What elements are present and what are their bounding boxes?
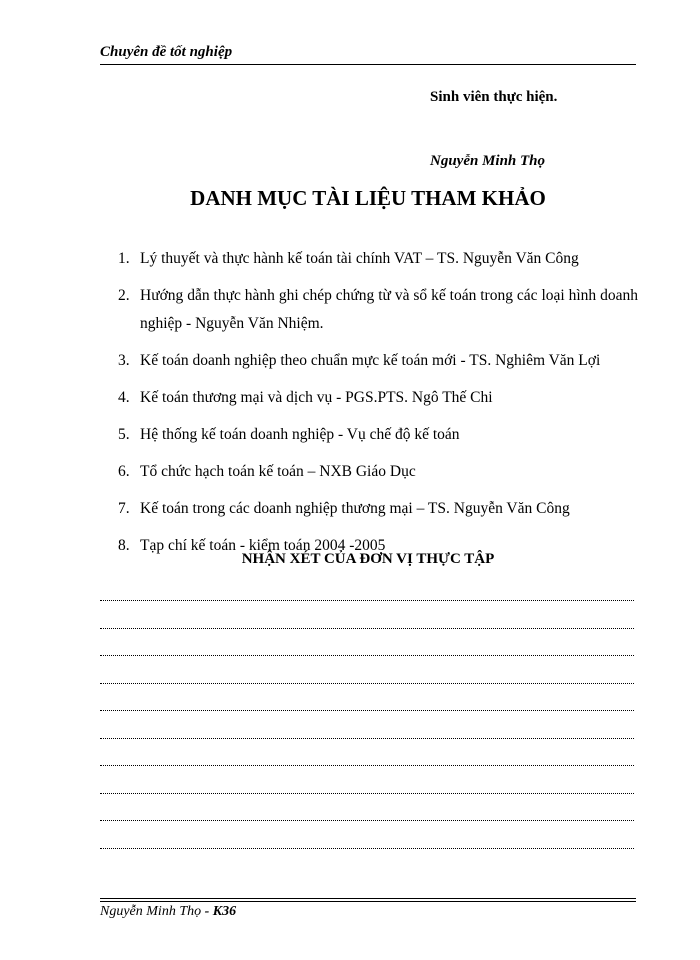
reference-text: Tạp chí kế toán - kiểm toán 2004 -2005 <box>140 537 386 554</box>
reference-number: 8. <box>118 537 130 554</box>
header-title: Chuyên đề tốt nghiệp <box>100 44 233 60</box>
dotted-line <box>100 808 634 836</box>
evaluation-title: NHẬN XÉT CỦA ĐƠN VỊ THỰC TẬP <box>241 551 495 567</box>
reference-item <box>118 498 638 523</box>
dotted-line <box>100 836 634 864</box>
footer-class: - K36 <box>201 904 237 919</box>
reference-text: Kế toán thương mại và dịch vụ - PGS.PTS. Ngô Thế Chi <box>140 389 493 406</box>
reference-text: Hệ thống kế toán doanh nghiệp - Vụ chế độ kế toán <box>140 426 460 443</box>
dotted-line <box>100 781 634 809</box>
signer-name: Nguyễn Minh Thọ <box>430 153 546 169</box>
reference-number: 3. <box>118 352 130 369</box>
evaluation-dotted-lines <box>100 588 634 863</box>
reference-number: 7. <box>118 500 130 517</box>
footer-double-rule <box>100 898 636 902</box>
dotted-line <box>100 616 634 644</box>
references-list <box>118 248 638 572</box>
dotted-line <box>100 753 634 781</box>
footer-text <box>100 904 636 920</box>
reference-item <box>118 424 638 449</box>
references-title: DANH MỤC TÀI LIỆU THAM KHẢO <box>190 186 546 210</box>
dotted-line <box>100 643 634 671</box>
reference-number: 2. <box>118 287 130 304</box>
reference-number: 4. <box>118 389 130 406</box>
dotted-line <box>100 726 634 754</box>
reference-item <box>118 461 638 486</box>
page-header <box>100 42 636 65</box>
reference-item <box>118 387 638 412</box>
dotted-line <box>100 671 634 699</box>
reference-number: 5. <box>118 426 130 443</box>
reference-item <box>118 350 638 375</box>
reference-text: Tổ chức hạch toán kế toán – NXB Giáo Dục <box>140 463 416 480</box>
reference-text: Kế toán doanh nghiệp theo chuẩn mực kế toán mới - TS. Nghiêm Văn Lợi <box>140 352 601 369</box>
reference-number: 1. <box>118 250 130 267</box>
footer-author: Nguyễn Minh Thọ <box>100 904 202 919</box>
reference-text: Lý thuyết và thực hành kế toán tài chính VAT – TS. Nguyễn Văn Công <box>140 250 579 267</box>
page-footer <box>100 898 636 920</box>
reference-number: 6. <box>118 463 130 480</box>
dotted-line <box>100 698 634 726</box>
signer-role: Sinh viên thực hiện. <box>430 89 558 105</box>
reference-item <box>118 248 638 273</box>
reference-text: Hướng dẫn thực hành ghi chép chứng từ và sổ kế toán trong các loại hình doanh nghiệp - Nguyễn Văn Nhiệm. <box>140 287 638 332</box>
reference-text: Kế toán trong các doanh nghiệp thương mại – TS. Nguyễn Văn Công <box>140 500 570 517</box>
dotted-line <box>100 588 634 616</box>
reference-item <box>118 285 638 338</box>
